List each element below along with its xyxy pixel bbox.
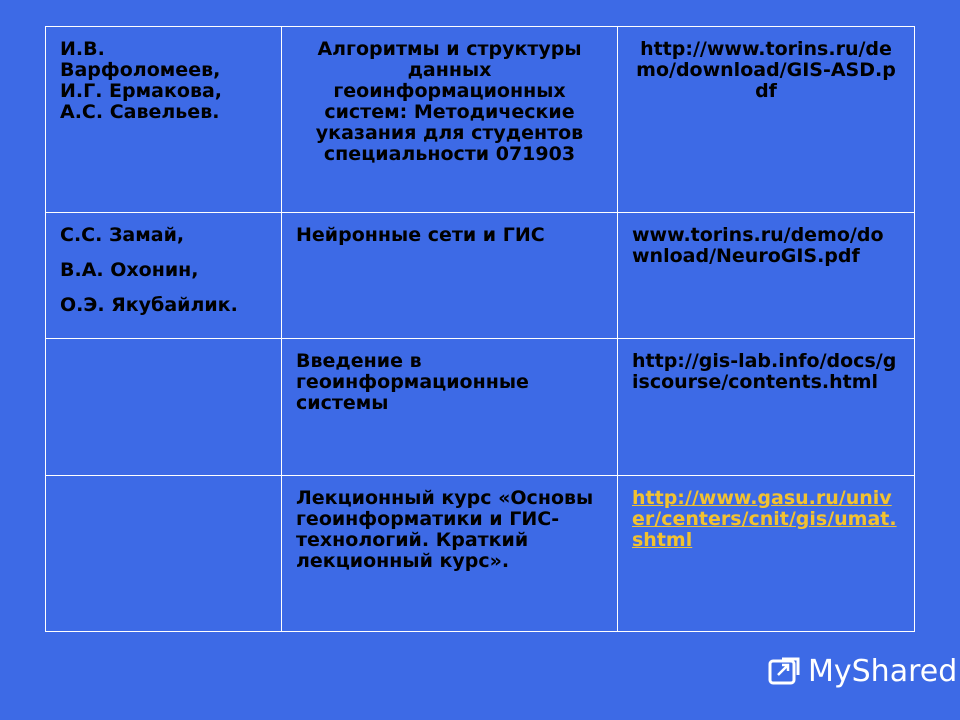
author-text: С.С. Замай, — [60, 224, 185, 246]
url-text: http://www.torins.ru/demo/download/GIS-ASD.pdf — [636, 38, 896, 102]
url-text: www.torins.ru/demo/download/NeuroGIS.pdf — [632, 224, 884, 267]
author-text: И.В. Варфоломеев, И.Г. Ермакова, А.С. Савельев. — [60, 38, 223, 123]
authors-cell — [46, 476, 282, 632]
watermark-text: MyShared — [808, 654, 958, 689]
table-row — [46, 339, 915, 476]
title-cell: Лекционный курс «Основы геоинформатики и ГИС-технологий. Краткий лекционный курс». — [282, 476, 618, 632]
gasu-link[interactable]: http://www.gasu.ru/univer/centers/cnit/gis/umat.shtml — [632, 487, 897, 551]
url-text: http://gis-lab.info/docs/giscourse/contents.html — [632, 350, 897, 393]
author-text: В.А. Охонин, — [60, 259, 199, 281]
myshared-logo-icon — [768, 655, 802, 689]
watermark-logo — [768, 654, 957, 689]
url-cell — [618, 476, 915, 632]
title-cell: Алгоритмы и структуры данных геоинформационных систем: Методические указания для студентов специальности 071903 — [282, 27, 618, 213]
url-cell — [618, 339, 915, 476]
references-table — [45, 26, 915, 632]
author-text: О.Э. Якубайлик. — [60, 294, 238, 316]
url-cell — [618, 27, 915, 213]
table-row — [46, 27, 915, 213]
authors-cell — [46, 213, 282, 339]
authors-cell — [46, 339, 282, 476]
title-cell: Нейронные сети и ГИС — [282, 213, 618, 339]
table-row — [46, 213, 915, 339]
url-cell — [618, 213, 915, 339]
authors-cell — [46, 27, 282, 213]
title-cell: Введение в геоинформационные системы — [282, 339, 618, 476]
table-row — [46, 476, 915, 632]
